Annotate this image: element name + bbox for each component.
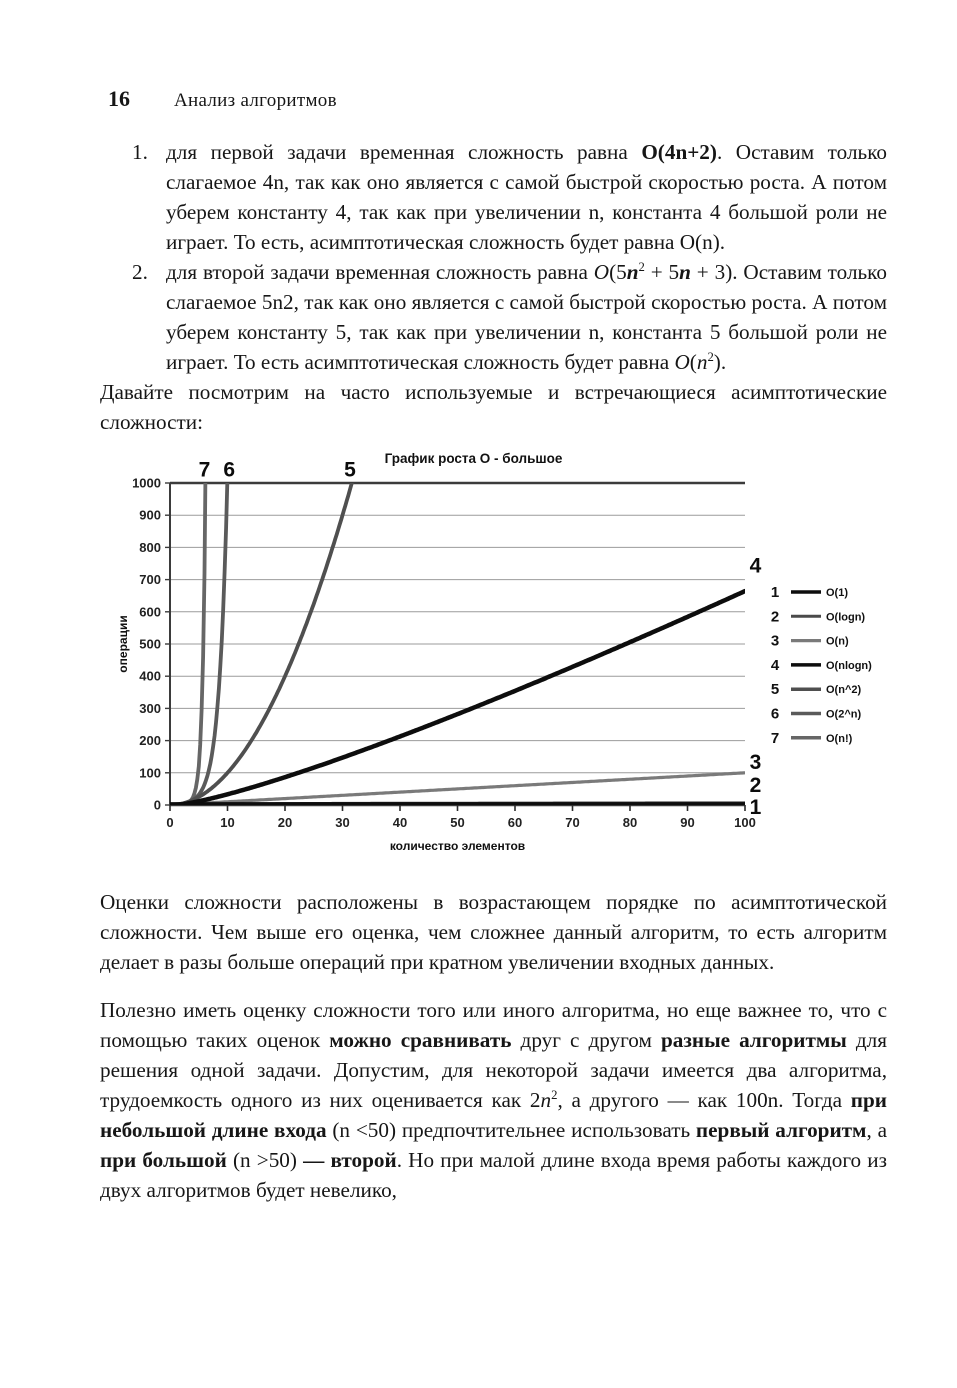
body-paragraph: Оценки сложности расположены в возрастающем порядке по асимптотической сложности. Чем выше его оценка, чем сложнее данный алгоритм, то есть алгоритм делает в разы больше операций при кратном увеличении входных данных. — [100, 890, 887, 974]
svg-text:2: 2 — [770, 608, 780, 626]
list-item-text: для первой задачи временная сложность равна O(4n+2). Оставим только слагаемое 4n, так как оно является с самой быстрой скоростью роста. А потом уберем константу 4, так как при увеличении n, константа 4 большой роли не играет. То есть, асимптотическая сложность будет равна O(n). — [166, 140, 888, 254]
svg-text:6: 6 — [223, 458, 236, 482]
svg-text:200: 200 — [139, 733, 161, 749]
svg-text:3: 3 — [770, 632, 780, 650]
svg-text:100: 100 — [734, 815, 756, 830]
svg-text:10: 10 — [220, 815, 235, 830]
svg-text:7: 7 — [198, 458, 211, 482]
list-item — [100, 137, 887, 257]
svg-text:O(1): O(1) — [826, 587, 848, 599]
running-title: Анализ алгоритмов — [174, 90, 337, 111]
list-item-marker: 2. — [132, 260, 148, 284]
list-item — [100, 257, 887, 377]
svg-text:4: 4 — [749, 554, 762, 578]
y-axis-title: операции — [116, 615, 130, 673]
svg-text:5: 5 — [770, 681, 780, 699]
x-axis-title: количество элементов — [389, 839, 526, 853]
chart-title: График роста О - большое — [384, 451, 563, 466]
svg-text:1000: 1000 — [132, 475, 161, 491]
svg-text:50: 50 — [450, 815, 465, 830]
svg-text:0: 0 — [166, 815, 174, 830]
svg-text:4: 4 — [770, 656, 780, 674]
svg-text:O(nlogn): O(nlogn) — [826, 659, 872, 672]
svg-text:40: 40 — [392, 815, 408, 830]
svg-text:O(logn): O(logn) — [826, 611, 866, 624]
intro-paragraph: Давайте посмотрим на часто используемые и встречающиеся асимптотические сложности: — [100, 380, 887, 434]
complexity-list — [100, 137, 887, 377]
svg-text:7: 7 — [770, 729, 780, 747]
list-item-text: для второй задачи временная сложность равна $O(5n^2 + 5n + 3)$. Оставим только слагаемое 5n2, так как оно является с самой быстрой скоростью роста. А потом уберем константу 5, так как при увеличении n, константа 5 большой роли не играет. То есть асимптотическая сложность будет равна $O(n^2)$. — [166, 259, 887, 374]
svg-text:500: 500 — [139, 636, 161, 652]
list-item-marker: 1. — [132, 140, 148, 164]
svg-text:60: 60 — [507, 815, 523, 830]
svg-text:90: 90 — [680, 815, 695, 830]
svg-text:300: 300 — [139, 700, 161, 716]
svg-text:5: 5 — [344, 458, 356, 482]
svg-text:900: 900 — [139, 507, 161, 523]
svg-text:800: 800 — [139, 539, 161, 555]
svg-text:70: 70 — [565, 815, 580, 830]
svg-text:100: 100 — [139, 765, 161, 781]
svg-text:700: 700 — [139, 572, 161, 588]
svg-text:3: 3 — [749, 750, 762, 774]
svg-text:O(n!): O(n!) — [826, 732, 853, 745]
svg-text:600: 600 — [139, 604, 161, 620]
big-o-growth-chart — [115, 445, 945, 855]
svg-text:20: 20 — [277, 815, 293, 830]
body-paragraph: Полезно иметь оценку сложности того или иного алгоритма, но еще важнее то, что с помощью таких оценок можно сравнивать друг с другом разные алгоритмы для решения одной задачи. Допустим, для некоторой задачи имеется два алгоритма, трудоемкость одного из них оценивается как $2n^2$, а другого — как 100n. Тогда при небольшой длине входа (n <50) предпочтительнее использовать первый алгоритм, а при большой (n >50) — второй. Но при малой длине входа время работы каждого из двух алгоритмов будет невелико, — [100, 998, 888, 1202]
svg-text:400: 400 — [139, 668, 161, 684]
svg-text:80: 80 — [622, 815, 638, 830]
page-number: 16 — [108, 86, 130, 111]
chart-canvas — [115, 445, 945, 863]
svg-text:1: 1 — [749, 796, 762, 819]
svg-text:30: 30 — [335, 815, 350, 830]
page-header — [108, 86, 337, 112]
page-content — [100, 137, 887, 1205]
svg-text:O(2^n): O(2^n) — [826, 708, 862, 721]
svg-text:0: 0 — [153, 797, 161, 813]
svg-text:2: 2 — [749, 774, 762, 798]
svg-text:O(n): O(n) — [826, 635, 849, 648]
svg-text:O(n^2): O(n^2) — [826, 684, 862, 697]
svg-text:6: 6 — [770, 705, 780, 723]
svg-text:1: 1 — [770, 584, 780, 601]
